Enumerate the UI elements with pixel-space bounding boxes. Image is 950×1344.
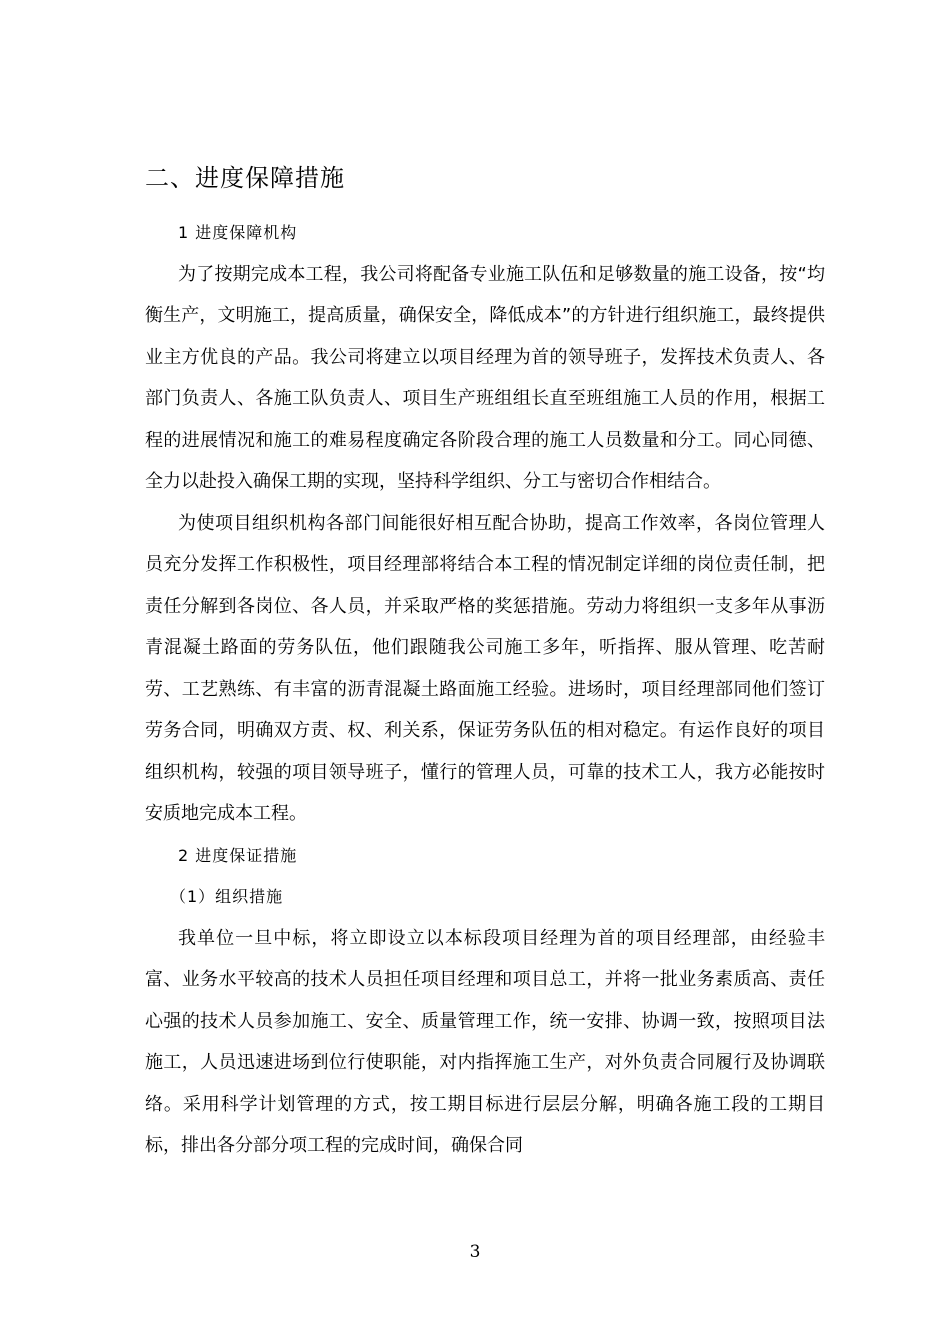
paragraph-1: 为了按期完成本工程，我公司将配备专业施工队伍和足够数量的施工设备，按“均衡生产，文明施工，提高质量，确保安全，降低成本”的方针进行组织施工，最终提供业主方优良的产品。我公司将建立以项目经理为首的领导班子，发挥技术负责人、各部门负责人、各施工队负责人、项目生产班组组长直至班组施工人员的作用，根据工程的进展情况和施工的难易程度确定各阶段合理的施工人员数量和分工。同心同德、全力以赴投入确保工期的实现，坚持科学组织、分工与密切合作相结合。 xyxy=(145,263,825,492)
subsection-heading-2: 2 进度保证措施 xyxy=(178,845,298,865)
paragraph-3: 我单位一旦中标，将立即设立以本标段项目经理为首的项目经理部，由经验丰富、业务水平较高的技术人员担任项目经理和项目总工，并将一批业务素质高、责任心强的技术人员参加施工、安全、质量管理工作，统一安排、协调一致，按照项目法施工，人员迅速进场到位行使职能，对内指挥施工生产，对外负责合同履行及协调联络。采用科学计划管理的方式，按工期目标进行层层分解，明确各施工段的工期目标，排出各分部分项工程的完成时间，确保合同 xyxy=(145,927,825,1156)
page-number: 3 xyxy=(469,1242,481,1262)
subsection-heading-1: 1 进度保障机构 xyxy=(178,223,298,242)
section-title: 二、进度保障措施 xyxy=(145,164,345,192)
paragraph-2: 为使项目组织机构各部门间能很好相互配合协助，提高工作效率，各岗位管理人员充分发挥工作积极性，项目经理部将结合本工程的情况制定详细的岗位责任制，把责任分解到各岗位、各人员，并采取严格的奖惩措施。劳动力将组织一支多年从事沥青混凝土路面的劳务队伍，他们跟随我公司施工多年，听指挥、服从管理、吃苦耐劳、工艺熟练、有丰富的沥青混凝土路面施工经验。进场时，项目经理部同他们签订劳务合同，明确双方责、权、利关系，保证劳务队伍的相对稳定。有运作良好的项目组织机构，较强的项目领导班子，懂行的管理人员，可靠的技术工人，我方必能按时安质地完成本工程。 xyxy=(145,512,825,824)
document-body xyxy=(145,212,825,1167)
subsection-heading-2-1: （1）组织措施 xyxy=(170,887,284,906)
